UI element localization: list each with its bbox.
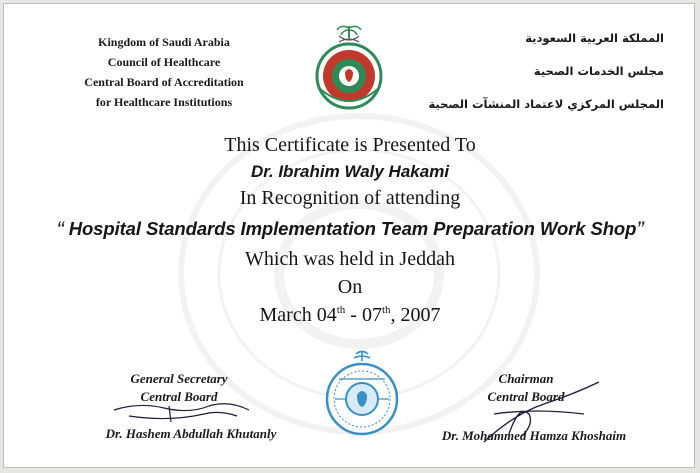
location-text: Which was held in Jeddah xyxy=(245,248,455,270)
header-english xyxy=(64,32,264,112)
date-month: March xyxy=(259,304,312,326)
header-arabic xyxy=(404,22,664,121)
right-signatory-name: Dr. Mohammed Hamza Khoshaim xyxy=(441,428,627,443)
date-start-day: 04 xyxy=(316,304,337,326)
recipient-name: Dr. Ibrahim Waly Hakami xyxy=(250,162,450,181)
accreditation-seal-icon xyxy=(317,349,407,437)
left-title-line-1: General Secretary xyxy=(130,371,228,386)
accreditation-logo-icon xyxy=(299,22,399,110)
header-ar-line-2: مجلس الخدمات الصحية xyxy=(533,64,664,78)
date-separator: - xyxy=(345,304,362,326)
right-title-line-1: Chairman xyxy=(498,371,554,386)
date-end-suffix: th xyxy=(381,304,391,316)
header-en-line-1: Kingdom of Saudi Arabia xyxy=(98,35,230,49)
header-ar-line-3: المجلس المركزي لاعتماد المنشآت الصحية xyxy=(428,97,664,111)
date-end-day: 07 xyxy=(361,304,382,326)
recognition-text: In Recognition of attending xyxy=(239,187,461,209)
header-en-line-2: Council of Healthcare xyxy=(107,55,221,69)
event-title-text: Hospital Standards Implementation Team Preparation Work Shop xyxy=(68,218,637,239)
left-signature-scribble-icon xyxy=(109,396,259,426)
certificate-sheet xyxy=(3,3,695,468)
date-start-suffix: th xyxy=(336,304,346,316)
left-signatory-name: Dr. Hashem Abdullah Khutanly xyxy=(105,426,277,441)
right-title-line-2: Central Board xyxy=(487,389,565,404)
left-title-line-2: Central Board xyxy=(140,389,218,404)
presented-to-text: This Certificate is Presented To xyxy=(224,134,476,156)
header-en-line-3: Central Board of Accreditation xyxy=(84,75,244,89)
event-date xyxy=(4,304,695,327)
date-year: , 2007 xyxy=(390,304,441,326)
event-title xyxy=(4,217,695,243)
header-en-line-4: for Healthcare Institutions xyxy=(95,95,233,109)
on-text: On xyxy=(337,276,363,298)
open-quote: “ xyxy=(56,217,64,242)
header-ar-line-1: المملكة العربية السعودية xyxy=(525,31,664,45)
close-quote: ” xyxy=(636,217,644,242)
